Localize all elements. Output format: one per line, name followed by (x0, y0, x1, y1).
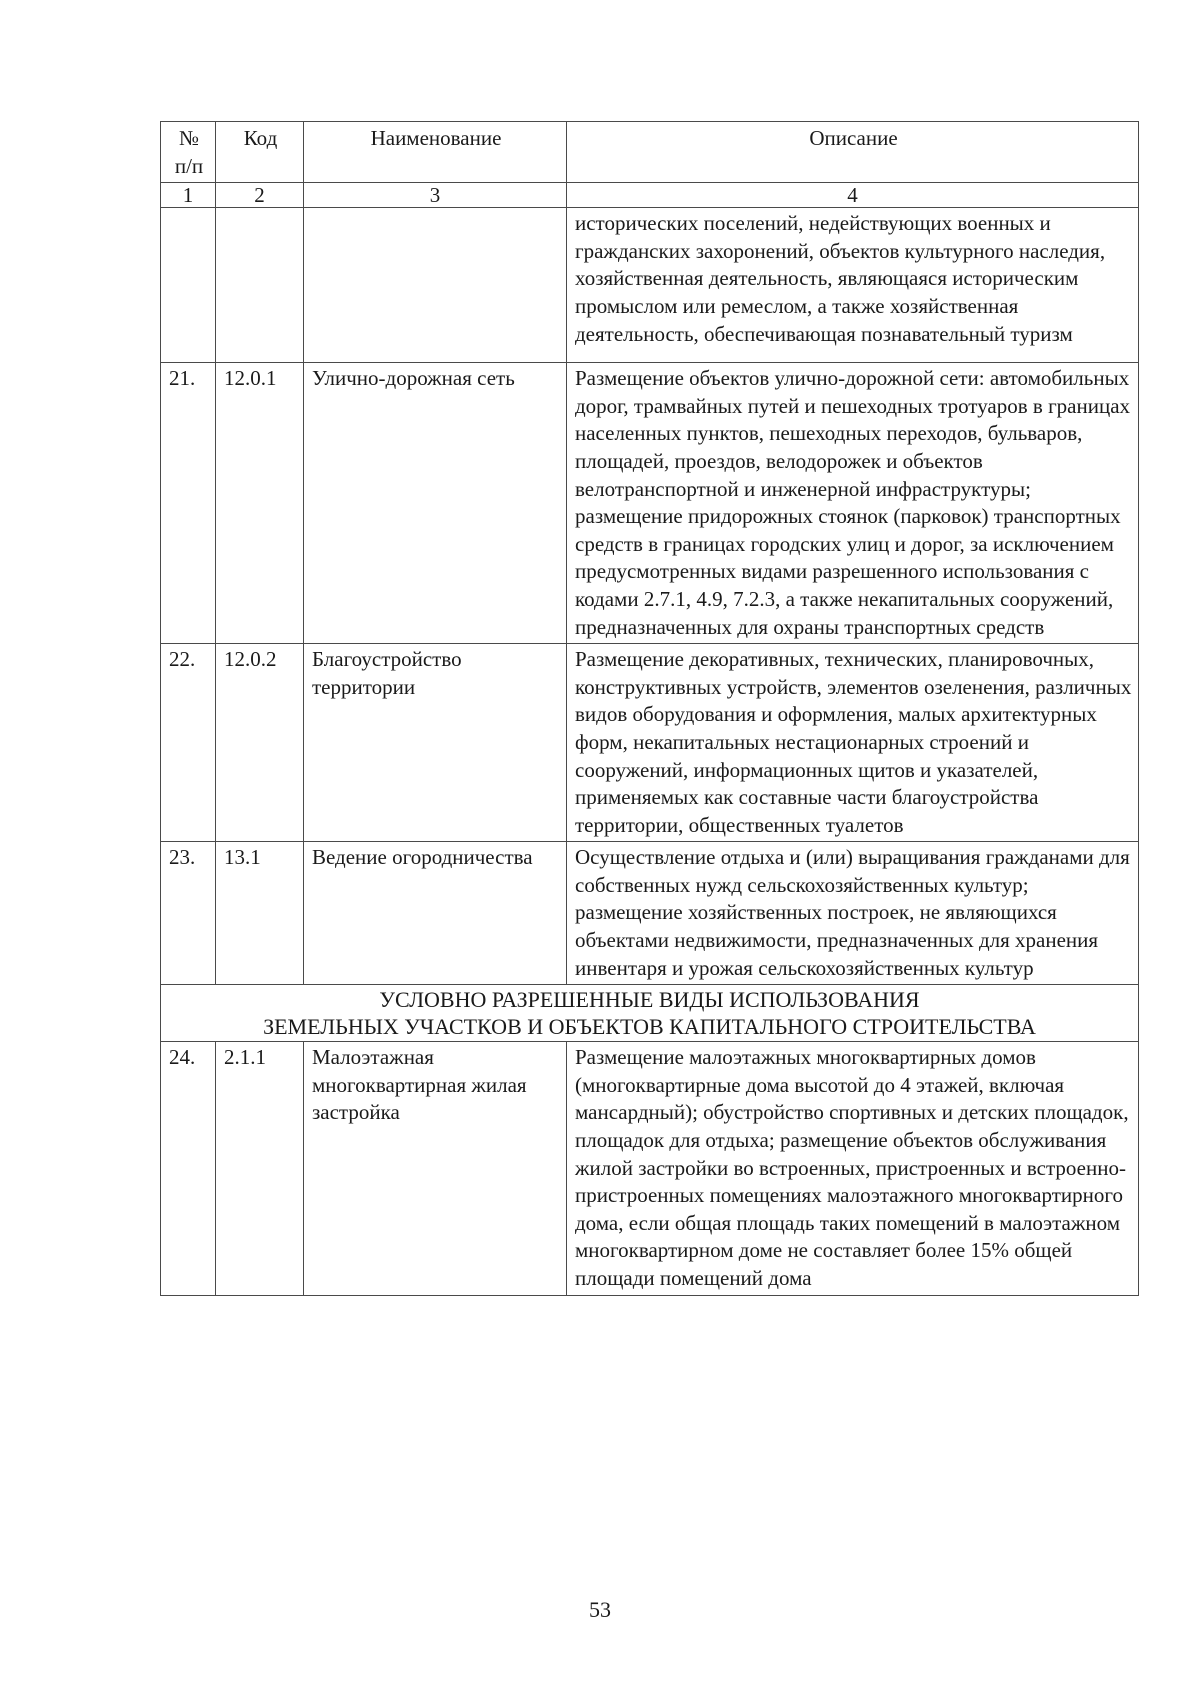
section-title (161, 985, 1139, 1042)
header-number: № п/п (161, 122, 216, 183)
cell-description: Размещение объектов улично-дорожной сети: автомобильных дорог, трамвайных путей и пешеходных тротуаров в границах населенных пунктов, пешеходных переходов, бульваров, площадей, проездов, велодорожек и объектов велотранспортной и инженерной инфраструктуры; размещение придорожных стоянок (парковок) транспортных средств в границах городских улиц и дорог, за исключением предусмотренных видами разрешенного использования с кодами 2.7.1, 4.9, 7.2.3, а также некапитальных сооружений, предназначенных для охраны транспортных средств (567, 363, 1139, 644)
table-row (161, 644, 1139, 842)
land-use-table (160, 121, 1139, 1296)
cell-name: Благоустройство территории (304, 644, 567, 842)
cell-description: Размещение малоэтажных многоквартирных домов (многоквартирные дома высотой до 4 этажей, включая мансардный); обустройство спортивных и детских площадок, площадок для отдыха; размещение объектов обслуживания жилой застройки во встроенных, пристроенных и встроенно-пристроенных помещениях малоэтажного многоквартирного дома, если общая площадь таких помещений в малоэтажном многоквартирном доме не составляет более 15% общей площади помещений дома (567, 1042, 1139, 1295)
cell-number: 21. (161, 363, 216, 644)
table-row (161, 1042, 1139, 1295)
cell-name: Малоэтажная многоквартирная жилая застройка (304, 1042, 567, 1295)
cell-number: 23. (161, 842, 216, 985)
table-row (161, 842, 1139, 985)
table-row-continuation (161, 208, 1139, 363)
cell-code: 12.0.1 (216, 363, 304, 644)
column-number-row (161, 183, 1139, 208)
header-description: Описание (567, 122, 1139, 183)
column-number: 1 (161, 183, 216, 208)
cell-number (161, 208, 216, 363)
table-header-row (161, 122, 1139, 183)
column-number: 3 (304, 183, 567, 208)
cell-code: 2.1.1 (216, 1042, 304, 1295)
section-header-row (161, 985, 1139, 1042)
cell-number: 22. (161, 644, 216, 842)
cell-name: Улично-дорожная сеть (304, 363, 567, 644)
cell-description: Осуществление отдыха и (или) выращивания гражданами для собственных нужд сельскохозяйственных культур; размещение хозяйственных построек, не являющихся объектами недвижимости, предназначенных для хранения инвентаря и урожая сельскохозяйственных культур (567, 842, 1139, 985)
cell-code: 12.0.2 (216, 644, 304, 842)
column-number: 4 (567, 183, 1139, 208)
column-number: 2 (216, 183, 304, 208)
section-title-line: ЗЕМЕЛЬНЫХ УЧАСТКОВ И ОБЪЕКТОВ КАПИТАЛЬНОГО СТРОИТЕЛЬСТВА (263, 1014, 1036, 1040)
cell-name: Ведение огородничества (304, 842, 567, 985)
header-code: Код (216, 122, 304, 183)
section-title-line: УСЛОВНО РАЗРЕШЕННЫЕ ВИДЫ ИСПОЛЬЗОВАНИЯ (379, 987, 920, 1013)
cell-number: 24. (161, 1042, 216, 1295)
cell-code: 13.1 (216, 842, 304, 985)
header-name: Наименование (304, 122, 567, 183)
cell-code (216, 208, 304, 363)
page-number: 53 (589, 1597, 611, 1622)
cell-name (304, 208, 567, 363)
cell-description: исторических поселений, недействующих военных и гражданских захоронений, объектов культурного наследия, хозяйственная деятельность, являющаяся историческим промыслом или ремеслом, а также хозяйственная деятельность, обеспечивающая познавательный туризм (567, 208, 1139, 363)
cell-description: Размещение декоративных, технических, планировочных, конструктивных устройств, элементов озеленения, различных видов оборудования и оформления, малых архитектурных форм, некапитальных нестационарных строений и сооружений, информационных щитов и указателей, применяемых как составные части благоустройства территории, общественных туалетов (567, 644, 1139, 842)
table-row (161, 363, 1139, 644)
